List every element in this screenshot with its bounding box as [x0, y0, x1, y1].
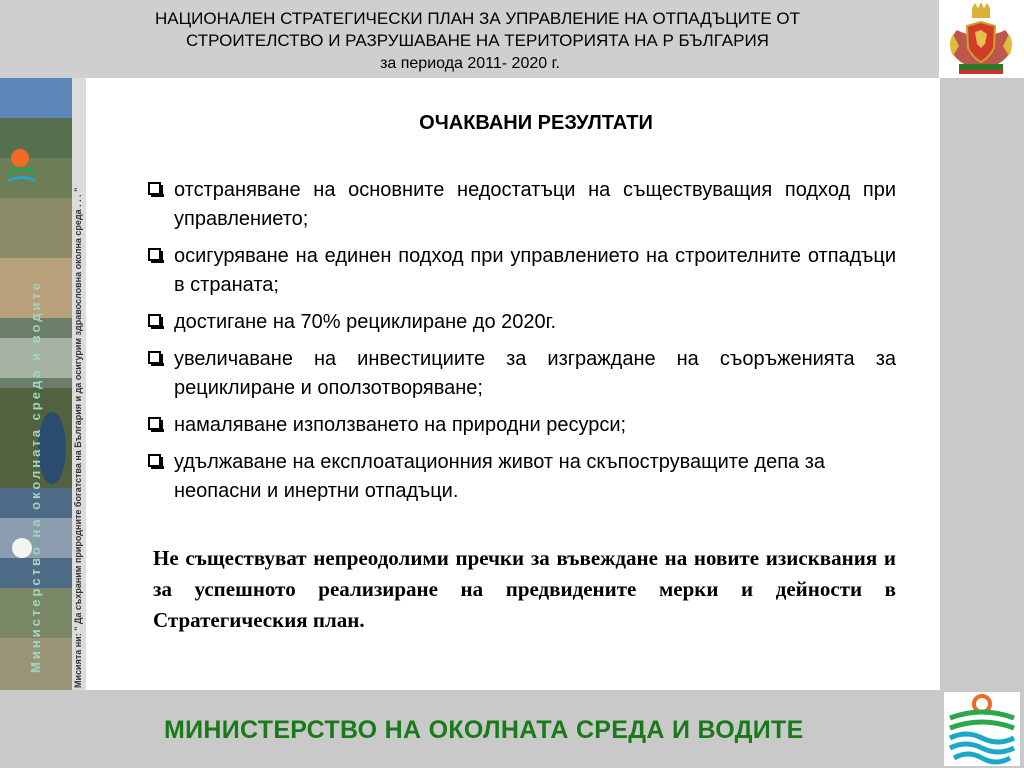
mission-vertical-text: Мисията ни: " Да съхраним природните богатства на България и да осигурим здравословна околна среда . . . " [73, 187, 83, 688]
checkbox-bullet-icon [148, 417, 161, 430]
list-item [142, 345, 896, 403]
list-item [142, 242, 896, 300]
list-item-text: отстраняване на основните недостатъци на съществуващия подход при управлението; [174, 179, 896, 230]
checkbox-bullet-icon [148, 351, 161, 364]
checkbox-bullet-icon [148, 314, 161, 327]
right-side-band [940, 78, 1024, 690]
coat-of-arms-icon [939, 0, 1024, 78]
expected-results-list [142, 176, 896, 514]
decorative-photo-strip [0, 78, 86, 690]
ministry-vertical-text: Министерство на околната среда и водите [28, 279, 43, 673]
list-item [142, 448, 896, 506]
slide-header [0, 0, 1024, 78]
list-item-text: намаляване използването на природни ресурси; [174, 414, 627, 436]
checkbox-bullet-icon [148, 182, 161, 195]
list-item-text: удължаване на експлоатационния живот на скъпоструващите депа за неопасни и инертни отпадъци. [174, 451, 825, 502]
list-item-text: достигане на 70% рециклиране до 2020г. [174, 311, 557, 333]
header-title-line-2: СТРОИТЕЛСТВО И РАЗРУШАВАНЕ НА ТЕРИТОРИЯТА НА Р БЪЛГАРИЯ [186, 31, 769, 50]
ministry-logo-icon [944, 692, 1020, 766]
section-title: ОЧАКВАНИ РЕЗУЛТАТИ [419, 112, 653, 134]
footer-ministry-name: МИНИСТЕРСТВО НА ОКОЛНАТА СРЕДА И ВОДИТЕ [164, 716, 804, 744]
list-item [142, 308, 896, 337]
checkbox-bullet-icon [148, 454, 161, 467]
header-period: за периода 2011- 2020 г. [380, 55, 560, 72]
list-item-text: осигуряване на единен подход при управлението на строителните отпадъци в страната; [174, 245, 896, 296]
checkbox-bullet-icon [148, 248, 161, 261]
header-title-line-1: НАЦИОНАЛЕН СТРАТЕГИЧЕСКИ ПЛАН ЗА УПРАВЛЕНИЕ НА ОТПАДЪЦИТЕ ОТ [154, 9, 801, 28]
list-item [142, 176, 896, 234]
list-item-text: увеличаване на инвестициите за изграждане на съоръженията за рециклиране и оползотворяване; [174, 348, 896, 399]
list-item [142, 411, 896, 440]
conclusion-paragraph: Не съществуват непреодолими пречки за въвеждане на новите изисквания и за успешното реализиране на предвидените мерки и дейности в Стратегическия план. [153, 546, 896, 632]
